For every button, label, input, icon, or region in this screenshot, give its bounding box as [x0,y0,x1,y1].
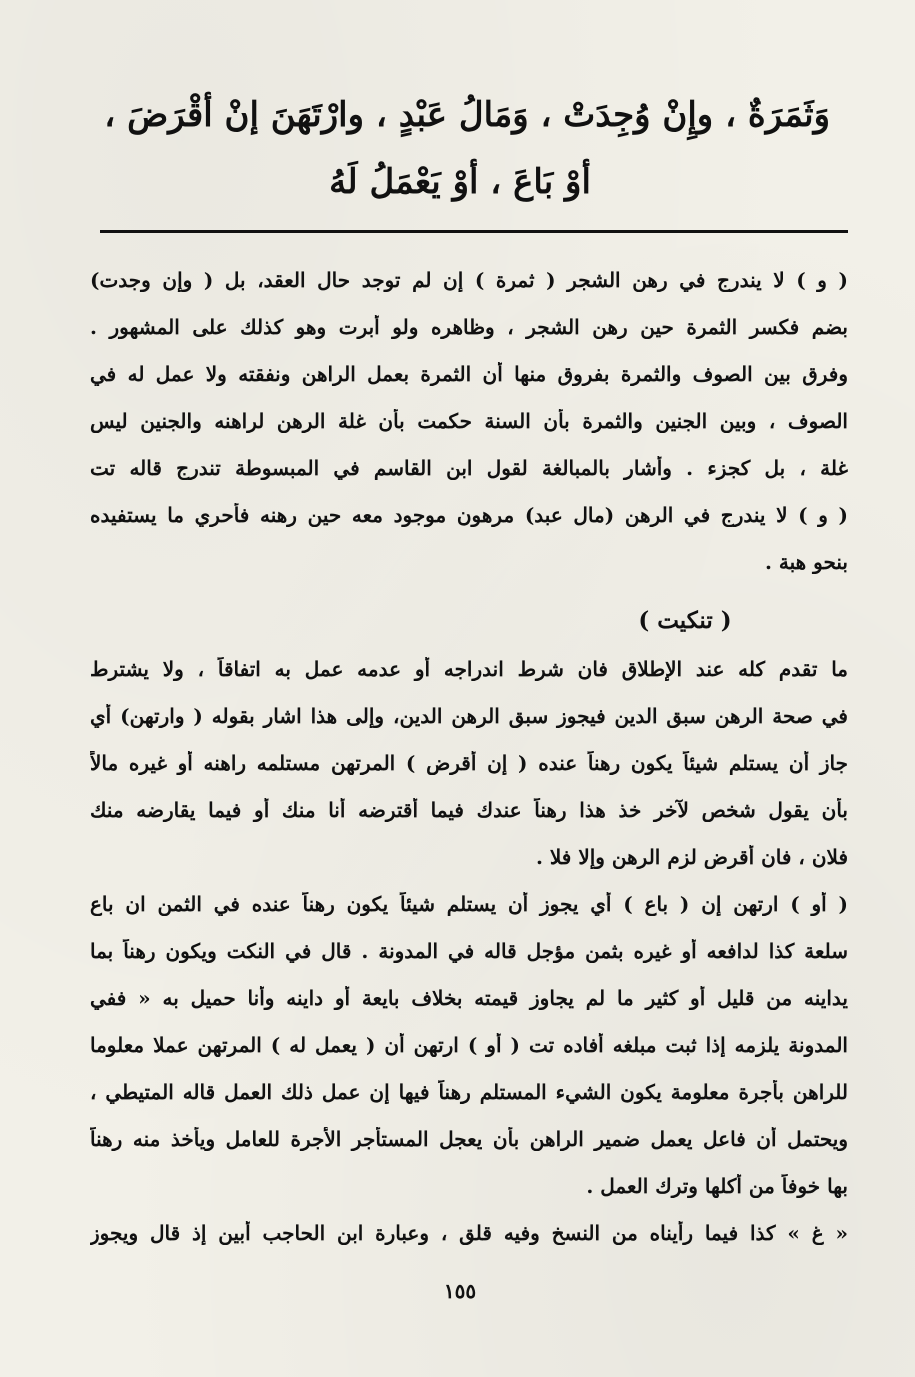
commentary-line: « غ » كذا فيما رأيناه من النسخ وفيه قلق ، وعبارة ابن الحاجب أبين إذ قال ويجوز [90,1221,848,1245]
commentary-line: ( و ) لا يندرج في الرهن (مال عبد) مرهون موجود معه حين رهنه فأحري ما يستفيده [90,503,848,527]
matn-line-1: وَثَمَرَةٌ ، وإِنْ وُجِدَتْ ، وَمَالُ عَبْدٍ ، وارْتَهَنَ إنْ أقْرَضَ ، [104,95,830,135]
matn-line-2: أوْ بَاعَ ، أوْ يَعْمَلُ لَهُ [329,162,591,202]
commentary-line: سلعة كذا لدافعه أو غيره بثمن مؤجل قاله في المدونة . قال في النكت ويكون رهناً بما [90,939,848,963]
commentary-line: بنحو هبة . [764,550,848,574]
commentary-line: وفرق بين الصوف والثمرة بفروق منها أن الثمرة بعمل الراهن ونفقته ولا عمل له في [90,362,848,386]
page-number: ١٥٥ [443,1279,477,1303]
commentary-line: المدونة يلزمه إذا ثبت مبلغه أفاده تت ( أو ) ارتهن أن ( يعمل له ) المرتهن عملا معلوما [90,1033,848,1057]
commentary-line: غلة ، بل كجزء . وأشار بالمبالغة لقول ابن القاسم في المبسوطة تندرج قاله تت [90,456,848,480]
commentary-line: ( أو ) ارتهن إن ( باع ) أي يجوز أن يستلم شيئاً يكون رهناً عنده في الثمن ان باع [90,892,848,916]
commentary-line: يداينه من قليل أو كثير ما لم يجاوز قيمته بخلاف بايعة أو داينه وأنا حميل به « ففي [90,986,848,1010]
separator-rule [100,230,848,233]
commentary-line: ما تقدم كله عند الإطلاق فان شرط اندراجه أو عدمه عمل به اتفاقاً ، ولا يشترط [90,657,848,681]
commentary-line: للراهن بأجرة معلومة يكون الشيء المستلم رهناً فيها إن عمل ذلك العمل قاله المتيطي ، [90,1080,848,1104]
section-heading: ( تنكيت ) [638,607,732,634]
commentary-line: في صحة الرهن سبق الدين فيجوز سبق الرهن الدين، وإلى هذا اشار بقوله ( وارتهن) أي [90,704,848,728]
commentary-line: ( و ) لا يندرج في رهن الشجر ( ثمرة ) إن لم توجد حال العقد، بل ( وإن وجدت) [90,268,848,292]
commentary-line: بها خوفاً من أكلها وترك العمل . [586,1174,848,1198]
commentary-line: ويحتمل أن فاعل يعمل ضمير الراهن بأن يعجل المستأجر الأجرة للعامل ويأخذ منه رهناً [90,1127,848,1151]
commentary-line: بأن يقول شخص لآخر خذ هذا رهناً عندك فيما أقترضه أنا منك أو فيما يقارضه منك [90,798,848,822]
commentary-line: بضم فكسر الثمرة حين رهن الشجر ، وظاهره ولو أبرت وهو كذلك على المشهور . [90,315,848,339]
commentary-line: جاز أن يستلم شيئاً يكون رهناً عنده ( إن أقرض ) المرتهن مستلمه راهنه أو غيره مالاً [90,751,848,775]
commentary-line: الصوف ، وبين الجنين والثمرة بأن السنة حكمت بأن غلة الرهن لراهنه والجنين ليس [90,409,848,433]
commentary-line: فلان ، فان أقرض لزم الرهن وإلا فلا . [535,845,848,869]
